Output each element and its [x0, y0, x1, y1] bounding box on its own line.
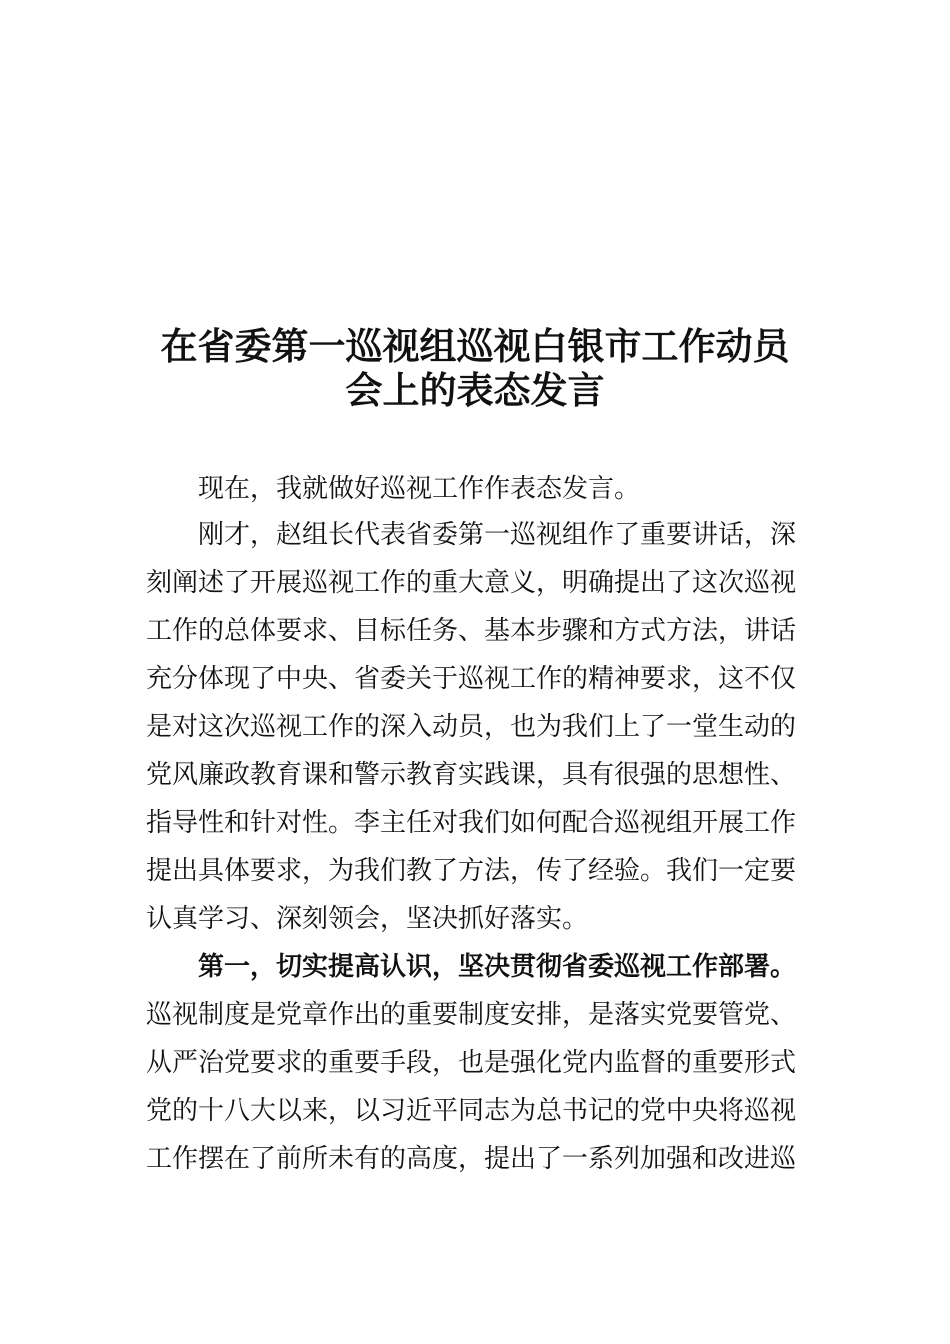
paragraph-3-line-2: 从严治党要求的重要手段，也是强化党内监督的重要形式 [146, 1048, 797, 1078]
paragraph-1-line-1: 现在，我就做好巡视工作作表态发言。 [198, 474, 641, 504]
paragraph-2-line-7: 指导性和针对性。李主任对我们如何配合巡视组开展工作 [146, 808, 797, 838]
paragraph-2-line-2: 刻阐述了开展巡视工作的重大意义，明确提出了这次巡视 [146, 568, 797, 598]
document-title-line-1: 在省委第一巡视组巡视白银市工作动员 [160, 325, 790, 368]
paragraph-2-line-4: 充分体现了中央、省委关于巡视工作的精神要求，这不仅 [146, 664, 797, 694]
paragraph-2-line-3: 工作的总体要求、目标任务、基本步骤和方式方法，讲话 [146, 616, 797, 646]
paragraph-2-line-9: 认真学习、深刻领会，坚决抓好落实。 [146, 904, 589, 934]
paragraph-2-line-1: 刚才，赵组长代表省委第一巡视组作了重要讲话，深 [198, 520, 797, 550]
paragraph-2-line-8: 提出具体要求，为我们教了方法，传了经验。我们一定要 [146, 856, 797, 886]
paragraph-2-line-6: 党风廉政教育课和警示教育实践课，具有很强的思想性、 [146, 760, 797, 790]
paragraph-2-line-5: 是对这次巡视工作的深入动员，也为我们上了一堂生动的 [146, 712, 797, 742]
paragraph-3-line-4: 工作摆在了前所未有的高度，提出了一系列加强和改进巡 [146, 1144, 797, 1174]
document-title-line-2: 会上的表态发言 [345, 369, 605, 412]
section-heading-1: 第一，切实提高认识，坚决贯彻省委巡视工作部署。 [198, 952, 797, 982]
paragraph-3-line-1: 巡视制度是党章作出的重要制度安排，是落实党要管党、 [146, 1000, 797, 1030]
paragraph-3-line-3: 党的十八大以来，以习近平同志为总书记的党中央将巡视 [146, 1096, 797, 1126]
